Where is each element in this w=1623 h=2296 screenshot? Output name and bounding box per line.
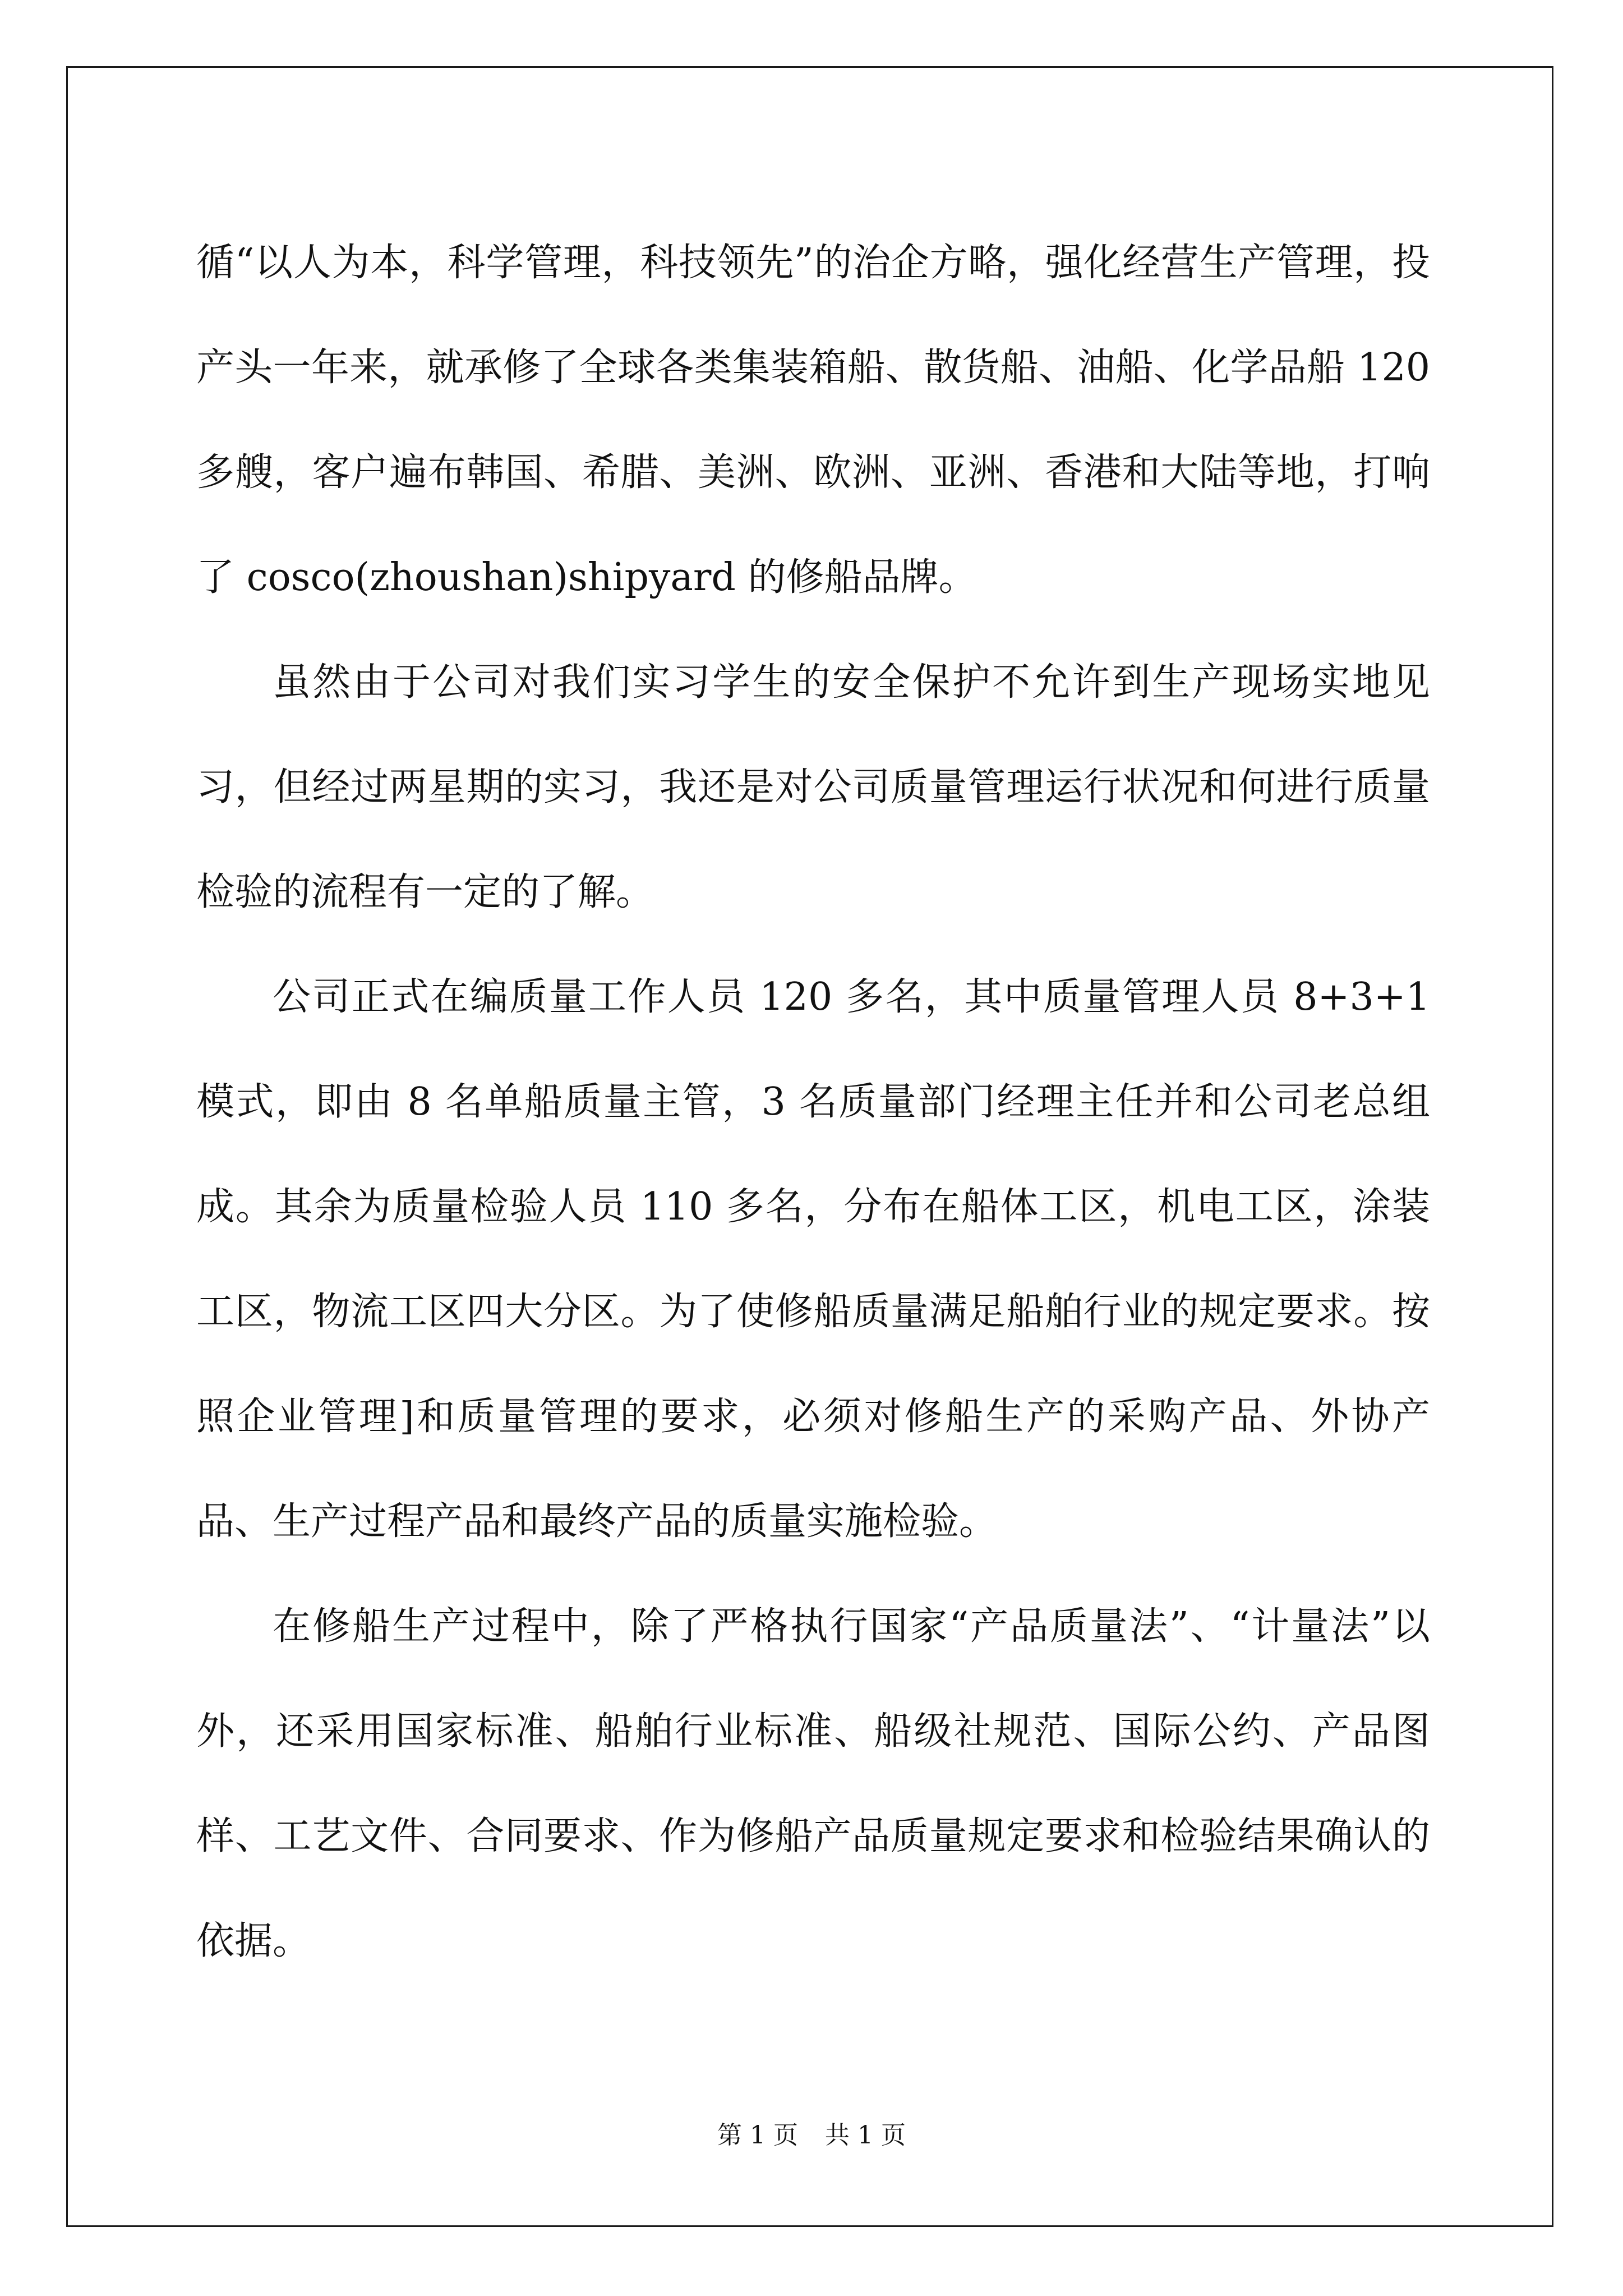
paragraph-3: 公司正式在编质量工作人员 120 多名，其中质量管理人员 8+3+1 模式，即由 8 名单船质量主管，3 名质量部门经理主任并和公司老总组成。其余为质量检验人员 110 多名，分布在船体工区，机电工区，涂装工区，物流工区四大分区。为了使修船质量满足船舶行业的规定要求。按照企业管理]和质量管理的要求，必须对修船生产的采购产品、外协产品、生产过程产品和最终产品的质量实施检验。 [196, 975, 1430, 1544]
paragraph-4: 在修船生产过程中，除了严格执行国家“产品质量法”、“计量法”以外，还采用国家标准、船舶行业标准、船级社规范、国际公约、产品图样、工艺文件、合同要求、作为修船产品质量规定要求和检验结果确认的依据。 [196, 1604, 1430, 1963]
page-number-current: 第 1 页 [717, 2121, 798, 2150]
page-number-total: 共 1 页 [825, 2121, 906, 2150]
paragraph-1: 循“以人为本，科学管理，科技领先”的治企方略，强化经营生产管理，投产头一年来，就承修了全球各类集装箱船、散货船、油船、化学品船 120 多艘，客户遍布韩国、希腊、美洲、欧洲、亚洲、香港和大陆等地，打响了 cosco(zhoushan)shipyard 的修船品牌。 [196, 241, 1430, 600]
document-body [196, 210, 1430, 1994]
paragraph-2: 虽然由于公司对我们实习学生的安全保护不允许到生产现场实地见习，但经过两星期的实习，我还是对公司质量管理运行状况和何进行质量检验的流程有一定的了解。 [196, 660, 1430, 914]
page-footer [0, 2115, 1623, 2151]
